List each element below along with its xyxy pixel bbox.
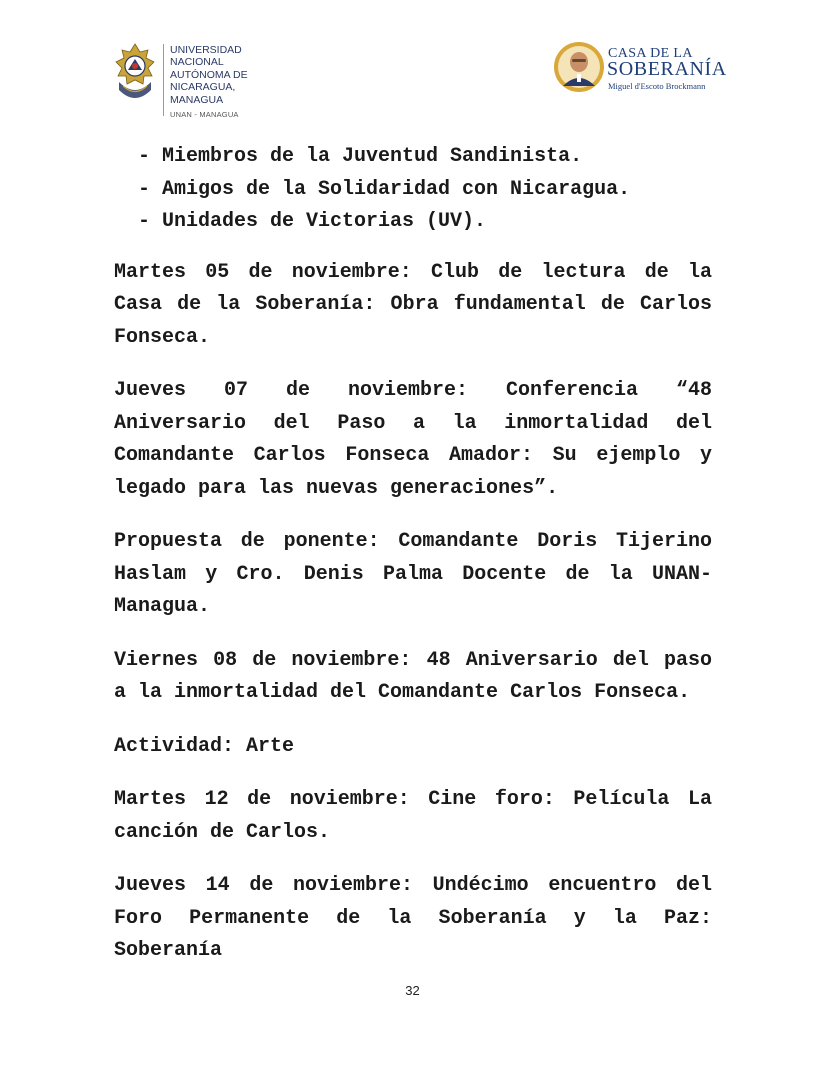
unan-name-line: UNIVERSIDAD: [170, 44, 242, 56]
unan-name-line: MANAGUA: [170, 93, 224, 106]
event-paragraph: Jueves 07 de noviembre: Conferencia “48 Aniversario del Paso a la inmortalidad del Comandante Carlos Fonseca Amador: Su ejemplo y legado para las nuevas generaciones”.: [114, 379, 712, 500]
document-body: [114, 141, 712, 989]
unan-name-line: NACIONAL: [170, 56, 224, 69]
list-item: - Unidades de Victorias (UV).: [138, 210, 487, 233]
event-paragraph: Martes 12 de noviembre: Cine foro: Película La canción de Carlos.: [114, 788, 712, 844]
casa-soberania-portrait-logo: [553, 40, 605, 94]
casa-subtitle: Miguel d'Escoto Brockmann: [608, 81, 706, 91]
unan-subline: UNAN - MANAGUA: [170, 110, 239, 119]
list-item: - Miembros de la Juventud Sandinista.: [138, 145, 583, 168]
attendee-list: [138, 141, 712, 239]
page-number: 32: [405, 983, 420, 998]
list-item: - Amigos de la Solidaridad con Nicaragua.: [138, 177, 631, 201]
casa-title-line1: CASA DE LA: [608, 46, 693, 61]
speaker-proposal-paragraph: Propuesta de ponente: Comandante Doris Tijerino Haslam y Cro. Denis Palma Docente de la UNAN-Managua.: [114, 530, 712, 618]
unan-name-block: [170, 44, 248, 106]
header-divider: [163, 44, 164, 116]
unan-crest-logo: [110, 42, 160, 108]
casa-title-line2: SOBERANÍA: [607, 58, 727, 80]
event-paragraph: Martes 05 de noviembre: Club de lectura de la Casa de la Soberanía: Obra fundamental de Carlos Fonseca.: [114, 260, 712, 349]
event-paragraph: Viernes 08 de noviembre: 48 Aniversario del paso a la inmortalidad del Comandante Carlos Fonseca.: [114, 648, 712, 704]
unan-name-line: NICARAGUA,: [170, 81, 236, 94]
activity-label: Actividad: Arte: [114, 734, 295, 758]
event-paragraph: Jueves 14 de noviembre: Undécimo encuentro del Foro Permanente de la Soberanía y la Paz: Soberanía: [114, 874, 712, 962]
unan-name-line: AUTÓNOMA DE: [170, 68, 248, 81]
